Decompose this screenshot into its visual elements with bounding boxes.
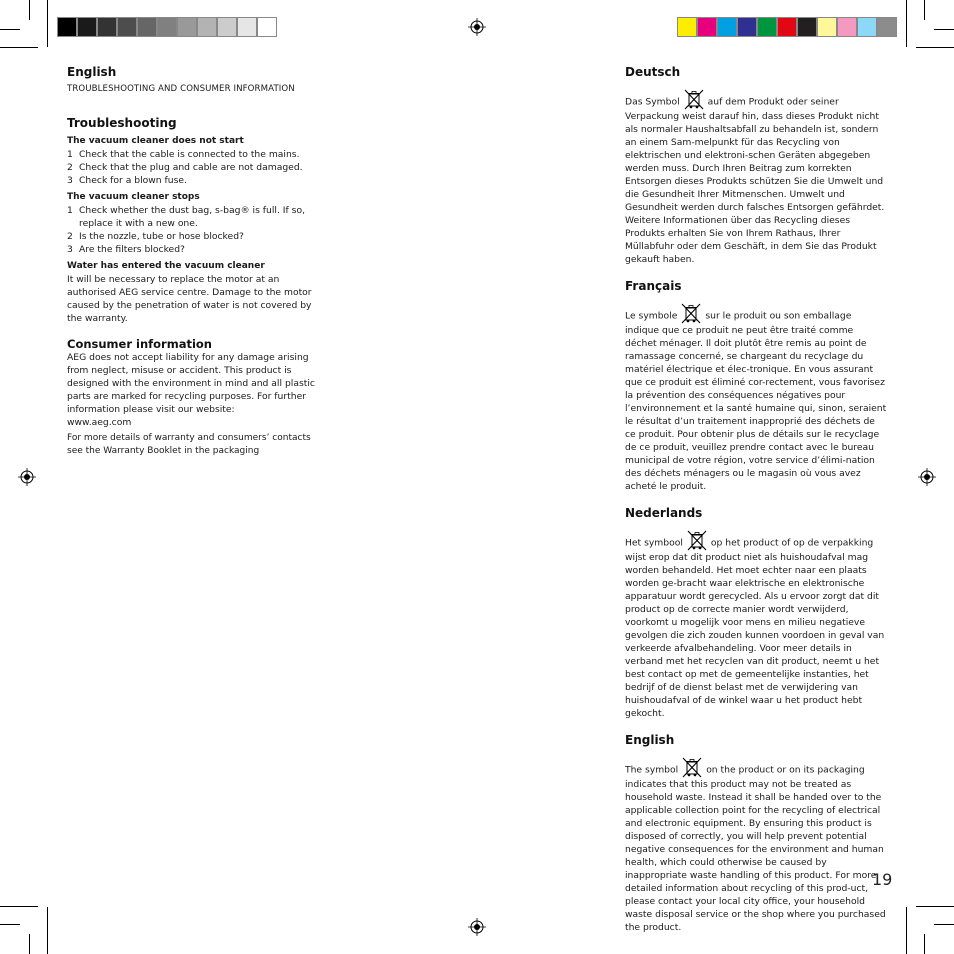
color-swatch — [677, 17, 697, 37]
troubleshooting-group-start — [67, 135, 329, 187]
consumer-text: AEG does not accept liability for any damage arising from neglect, misuse or accident. This product is designed with the environment in mind and all plastic parts are marked for recycling purposes. For further information please visit our website: — [67, 352, 315, 415]
list-item: 1 Check that the cable is connected to the mains. — [67, 149, 300, 160]
list-item: 2 Check that the plug and cable are not damaged. — [67, 162, 303, 173]
section-deutsch — [625, 65, 887, 266]
registration-mark-top-icon — [468, 18, 486, 36]
section-text: Het symbool op het product of op de verpakking wijst erop dat dit product niet als huishoudafval mag worden behandeld. Het moet echter naar een plaats worden ge-bracht waar elektrische en elektronische apparatuur wordt gerecycled. Als u ervoor zorgt dat dit product op de correcte manier wordt verwijderd, voorkomt u mogelijk voor mens en milieu negatieve gevolgen die zich zouden kunnen voordoen in geval van verkeerde afvalbehandeling. Voor meer details in verband met het recyclen van dit product, neemt u het best contact op met de gemeentelijke instanties, het bedrijf of de dienst belast met de verwijdering van huishoudafval of de winkel waar u het product hebt gekocht. — [625, 535, 887, 720]
color-swatch — [757, 17, 777, 37]
color-swatch — [77, 17, 97, 37]
color-swatch — [837, 17, 857, 37]
group-title: The vacuum cleaner stops — [67, 192, 200, 202]
registration-mark-left-icon — [18, 468, 36, 486]
group-title: The vacuum cleaner does not start — [67, 136, 244, 146]
right-column — [625, 65, 887, 934]
crossed-out-bin-icon — [686, 529, 708, 551]
water-section — [67, 260, 329, 325]
color-swatch — [117, 17, 137, 37]
water-title: Water has entered the vacuum cleaner — [67, 261, 265, 271]
section-english — [625, 733, 887, 934]
section-text: Le symbole sur le produit ou son emballage indique que ce produit ne peut être traité comme déchet ménager. Il doit plutôt être remis au point de ramassage concerné, se chargeant du recyclage du matériel électrique et élec-tronique. En vous assurant que ce produit est éliminé cor-rectement, vous favorisez la prévention des conséquences négatives pour l’environnement et la santé humaine qui, sinon, seraient le résultat d’un traitement inapproprié des déchets de ce produit. Pour obtenir plus de détails sur le recyclage de ce produit, veuillez prendre contact avec le bureau municipal de votre région, votre service d’élimi-nation des déchets ménagers ou le magasin où vous avez acheté le produit. — [625, 308, 887, 493]
website-link[interactable]: www.aeg.com — [67, 417, 132, 428]
color-swatch — [137, 17, 157, 37]
color-swatch — [237, 17, 257, 37]
list-item: 2 Is the nozzle, tube or hose blocked? — [67, 231, 244, 242]
left-column — [67, 65, 329, 458]
color-swatch — [857, 17, 877, 37]
registration-mark-right-icon — [918, 468, 936, 486]
section-heading: Deutsch — [625, 65, 681, 79]
warranty-text: For more details of warranty and consumers’ contacts see the Warranty Booklet in the packaging — [67, 433, 311, 456]
color-swatch — [157, 17, 177, 37]
color-swatch — [217, 17, 237, 37]
color-swatch — [257, 17, 277, 37]
color-swatch — [777, 17, 797, 37]
water-text: It will be necessary to replace the motor at an authorised AEG service centre. Damage to the motor caused by the penetration of water is not covered by the warranty. — [67, 274, 312, 324]
list-item: 3 Check for a blown fuse. — [67, 175, 187, 186]
crossed-out-bin-icon — [681, 756, 703, 778]
consumer-heading: Consumer information — [67, 337, 212, 351]
color-swatch — [177, 17, 197, 37]
left-subtitle: TROUBLESHOOTING AND CONSUMER INFORMATION — [67, 84, 295, 94]
registration-mark-bottom-icon — [468, 918, 486, 936]
section-nederlands — [625, 506, 887, 720]
section-heading: English — [625, 733, 675, 747]
crossed-out-bin-icon — [683, 88, 705, 110]
section-text: The symbol on the product or on its packaging indicates that this product may not be treated as household waste. Instead it shall be handed over to the applicable collection point for the recycling of electrical and electronic equipment. By ensuring this product is disposed of correctly, you will help prevent potential negative consequences for the environment and human health, which could otherwise be caused by inappropriate waste handling of this product. For more detailed information about recycling of this prod-uct, please contact your local city office, your household waste disposal service or the shop where you purchased the product. — [625, 762, 887, 934]
color-swatch — [737, 17, 757, 37]
list-item: 1 Check whether the dust bag, s-bag® is full. If so, replace it with a new one. — [67, 205, 306, 229]
section-francais — [625, 279, 887, 493]
color-swatch — [197, 17, 217, 37]
crossed-out-bin-icon — [680, 302, 702, 324]
color-swatch — [697, 17, 717, 37]
color-swatch — [97, 17, 117, 37]
troubleshooting-group-stops — [67, 191, 329, 256]
troubleshooting-heading: Troubleshooting — [67, 116, 177, 130]
left-language-heading: English — [67, 65, 117, 79]
list-item: 3 Are the filters blocked? — [67, 244, 185, 255]
color-swatch — [717, 17, 737, 37]
color-swatch — [57, 17, 77, 37]
color-swatch — [877, 17, 897, 37]
section-text: Das Symbol auf dem Produkt oder seiner Verpackung weist darauf hin, dass dieses Produkt nicht als normaler Haushaltsabfall zu behandeln ist, sondern an einem Sam-melpunkt für das Recycling von elektrischen und elektroni-schen Geräten abgegeben werden muss. Durch Ihren Beitrag zum korrekten Entsorgen dieses Produkts schützen Sie die Umwelt und die Gesundheit Ihrer Mitmenschen. Umwelt und Gesundheit werden durch falsches Entsorgen gefährdet. Weitere Informationen über das Recycling dieses Produkts erhalten Sie von Ihrem Rathaus, Ihrer Müllabfuhr oder dem Geschäft, in dem Sie das Produkt gekauft haben. — [625, 94, 887, 266]
section-heading: Nederlands — [625, 506, 703, 520]
page-number: 19 — [872, 870, 893, 889]
section-heading: Français — [625, 279, 682, 293]
color-swatch — [817, 17, 837, 37]
color-swatch — [797, 17, 817, 37]
